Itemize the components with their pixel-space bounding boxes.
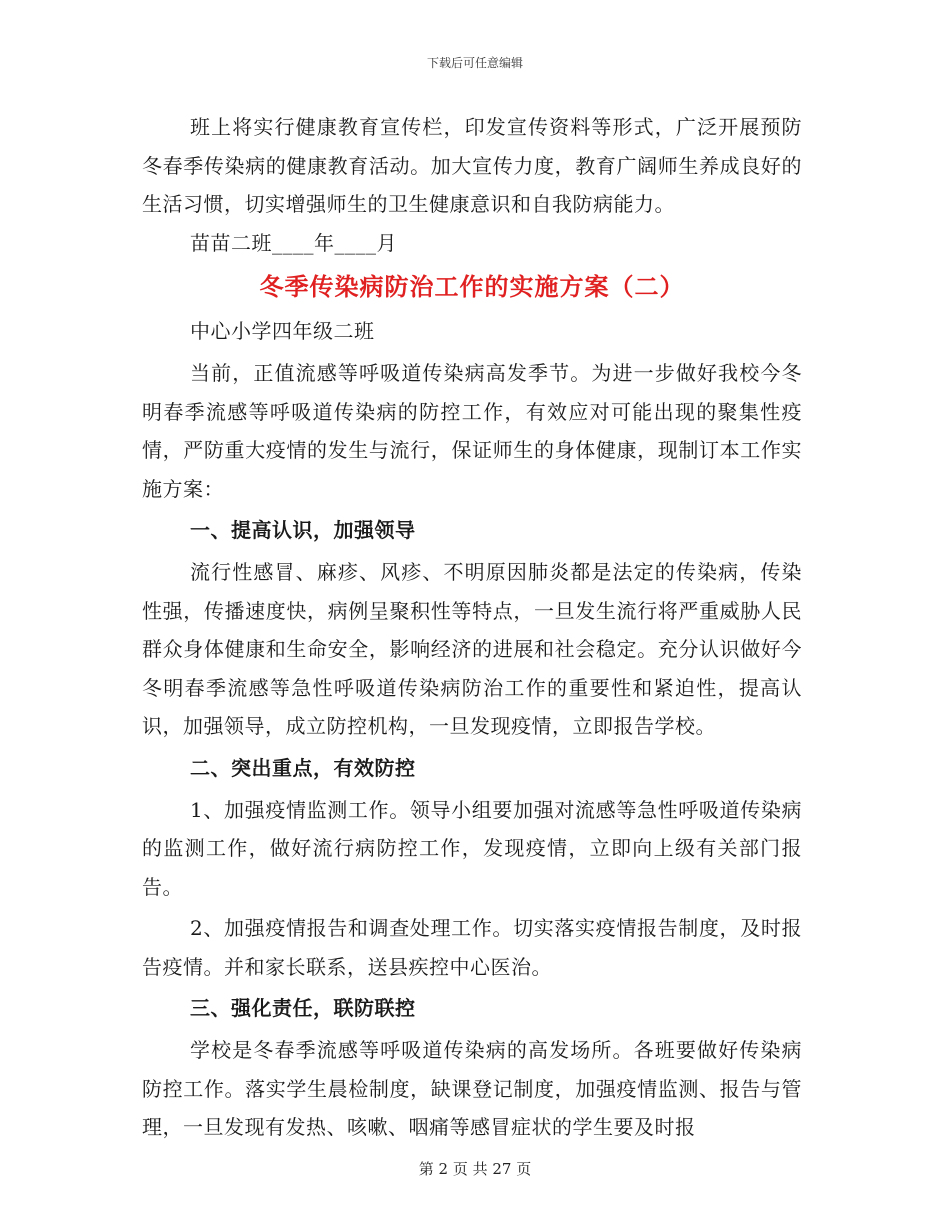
- paragraph-section-1: 流行性感冒、麻疹、风疹、不明原因肺炎都是法定的传染病，传染性强，传播速度快，病例呈聚积性等特点，一旦发生流行将严重威胁人民群众身体健康和生命安全，影响经济的进展和社会稳定。充分认识做好今冬明春季流感等急性呼吸道传染病防治工作的重要性和紧迫性，提高认识，加强领导，成立防控机构，一旦发现疫情，立即报告学校。: [142, 559, 802, 739]
- page-number-footer: 第 2 页 共 27 页: [418, 1160, 532, 1178]
- signoff-line: 苗苗二班____年____月: [190, 230, 397, 255]
- paragraph-health-education: 班上将实行健康教育宣传栏，印发宣传资料等形式，广泛开展预防冬春季传染病的健康教育活动。加大宣传力度，教育广阔师生养成良好的生活习惯，切实增强师生的卫生健康意识和自我防病能力。: [142, 115, 802, 217]
- paragraph-section-2-item-2: 2、加强疫情报告和调查处理工作。切实落实疫情报告制度，及时报告疫情。并和家长联系，送县疾控中心医治。: [142, 916, 802, 979]
- section-heading-3: 三、强化责任，联防联控: [190, 996, 416, 1021]
- document-title: 冬季传染病防治工作的实施方案（二）: [259, 272, 685, 302]
- paragraph-section-2-item-1: 1、加强疫情监测工作。领导小组要加强对流感等急性呼吸道传染病的监测工作，做好流行病防控工作，发现疫情，立即向上级有关部门报告。: [142, 797, 802, 899]
- paragraph-intro: 当前，正值流感等呼吸道传染病高发季节。为进一步做好我校今冬明春季流感等呼吸道传染病的防控工作，有效应对可能出现的聚集性疫情，严防重大疫情的发生与流行，保证师生的身体健康，现制订本工作实施方案：: [142, 360, 802, 501]
- page-header-note: 下载后可任意编辑: [426, 56, 523, 70]
- organization-line: 中心小学四年级二班: [190, 319, 375, 344]
- paragraph-section-3: 学校是冬春季流感等呼吸道传染病的高发场所。各班要做好传染病防控工作。落实学生晨检制度，缺课登记制度，加强疫情监测、报告与管理，一旦发现有发热、咳嗽、咽痛等感冒症状的学生要及时报: [142, 1038, 802, 1140]
- document-body: [142, 108, 802, 1147]
- section-heading-1: 一、提高认识，加强领导: [190, 518, 416, 543]
- section-heading-2: 二、突出重点，有效防控: [190, 755, 416, 780]
